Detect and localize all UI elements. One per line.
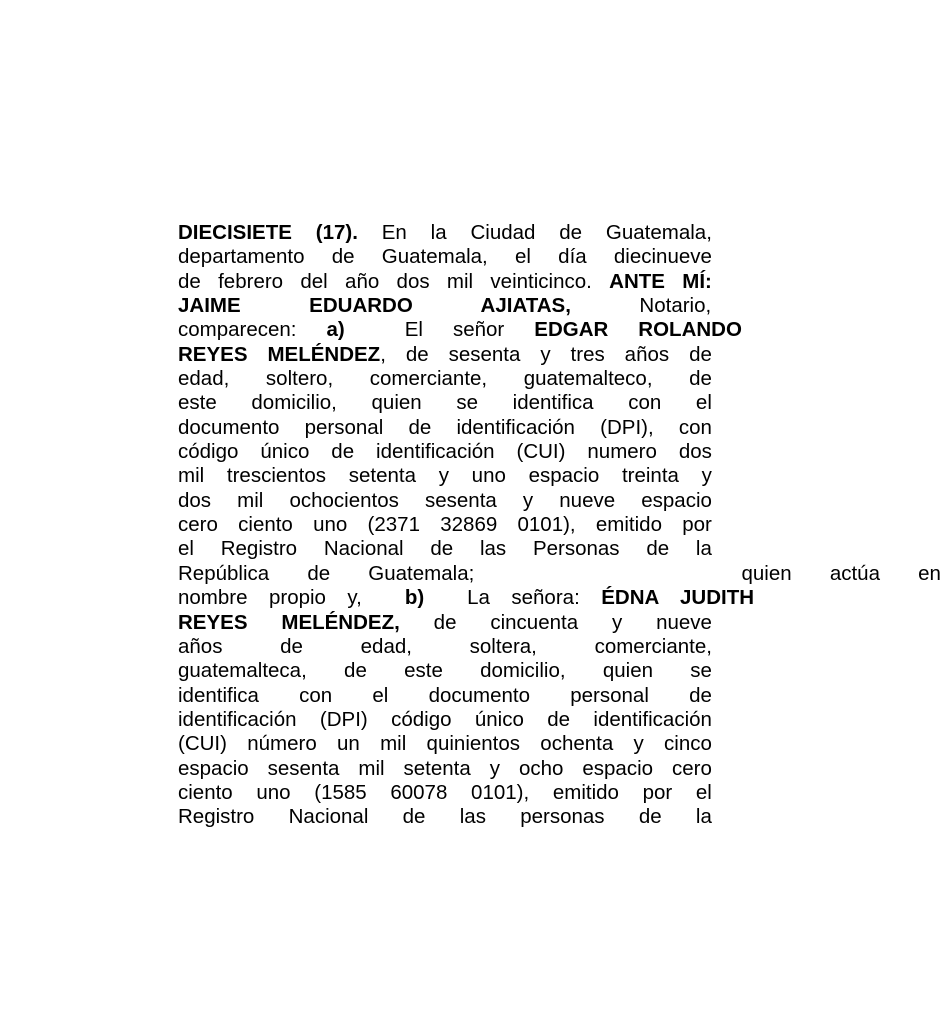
text-run: años de edad, soltera, comerciante,: [178, 634, 712, 658]
text-line: [178, 464, 712, 488]
text-line: [178, 294, 712, 318]
text-line: [178, 757, 712, 781]
text-run: En la Ciudad de Guatemala,: [357, 221, 712, 244]
text-line: [178, 513, 712, 537]
bold-text-run: ÉDNA JUDITH: [601, 586, 755, 610]
bold-text-run: DIECISIETE (17).: [178, 221, 358, 244]
text-line: [178, 537, 712, 561]
text-run: documento personal de identificación (DPI), con: [178, 415, 712, 439]
bold-text-run: a): [326, 318, 345, 342]
text-run: edad, soltero, comerciante, guatemalteco, de: [178, 367, 712, 391]
text-run: departamento de Guatemala, el día diecinueve: [178, 245, 712, 269]
text-run: ciento uno (1585 60078 0101), emitido por el: [178, 780, 712, 804]
text-run: de cincuenta y nueve: [399, 610, 712, 634]
bold-text-run: ANTE MÍ:: [609, 269, 712, 293]
text-run: , de sesenta y tres años de: [380, 342, 712, 366]
text-run: comparecen:: [178, 318, 327, 342]
text-run: mil trescientos setenta y uno espacio treinta y: [178, 464, 712, 488]
text-line: [178, 270, 712, 294]
text-run: el Registro Nacional de las Personas de la: [178, 537, 712, 561]
text-line: [178, 221, 712, 245]
text-line: [178, 440, 712, 464]
text-run: espacio sesenta mil setenta y ocho espacio cero: [178, 756, 712, 780]
text-line: [178, 561, 941, 586]
text-run: Notario,: [570, 294, 712, 318]
text-run: El señor: [344, 318, 535, 342]
text-line: [178, 343, 712, 367]
text-run: (CUI) número un mil quinientos ochenta y cinco: [178, 732, 712, 756]
text-run: Registro Nacional de las personas de la: [178, 805, 712, 829]
text-line: [178, 708, 712, 732]
bold-text-run: b): [404, 586, 425, 610]
text-line: [178, 732, 712, 756]
text-line: [178, 391, 712, 415]
text-line: [178, 489, 712, 513]
text-line: [178, 659, 712, 683]
text-run: La señora:: [424, 586, 602, 610]
bold-text-run: JAIME EDUARDO AJIATAS,: [178, 294, 571, 318]
text-run: dos mil ochocientos sesenta y nueve espacio: [178, 488, 712, 512]
notarial-deed-text: [178, 221, 941, 830]
bold-text-run: REYES MELÉNDEZ,: [178, 610, 400, 634]
text-line: [178, 684, 712, 708]
text-line: [178, 635, 712, 659]
text-run: guatemalteca, de este domicilio, quien se: [178, 659, 712, 683]
bold-text-run: REYES MELÉNDEZ: [178, 342, 381, 366]
text-run: cero ciento uno (2371 32869 0101), emitido por: [178, 513, 712, 537]
text-line: [178, 367, 712, 391]
text-run: República de Guatemala;: [178, 561, 475, 585]
text-run: identifica con el documento personal de: [178, 683, 712, 707]
text-run: identificación (DPI) código único de identificación: [178, 707, 712, 731]
text-line: [178, 416, 712, 440]
text-run: código único de identificación (CUI) numero dos: [178, 440, 712, 464]
text-line: [178, 318, 742, 342]
text-run: quien actúa en: [474, 561, 941, 585]
text-line: [178, 781, 712, 805]
text-line: [178, 245, 712, 269]
bold-text-run: EDGAR ROLANDO: [534, 318, 742, 342]
text-run: nombre propio y,: [178, 586, 405, 610]
text-line: [178, 611, 712, 635]
text-line: [178, 586, 755, 610]
text-run: de febrero del año dos mil veinticinco.: [178, 269, 610, 293]
text-run: este domicilio, quien se identifica con el: [178, 391, 712, 415]
text-line: [178, 805, 712, 829]
